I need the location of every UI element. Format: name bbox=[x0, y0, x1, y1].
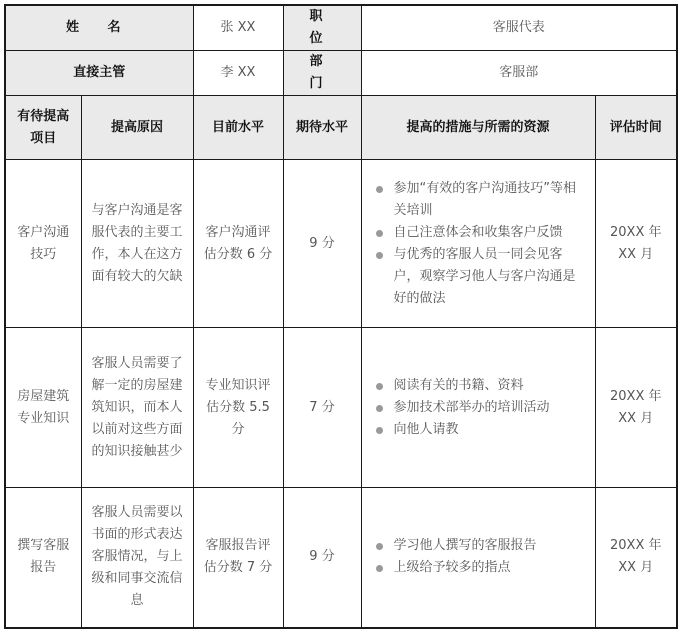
info-row-1 bbox=[5, 5, 677, 51]
evaluation-time: 20XX 年 XX 月 bbox=[595, 488, 677, 628]
name-label: 姓 名 bbox=[5, 5, 193, 51]
measure-item: 阅读有关的书籍、资料 bbox=[370, 375, 587, 397]
current-level: 客户沟通评估分数 6 分 bbox=[193, 160, 283, 328]
measure-item: 学习他人撰写的客服报告 bbox=[370, 535, 587, 557]
measure-item: 参加技术部举办的培训活动 bbox=[370, 397, 587, 419]
current-level: 专业知识评估分数 5.5 分 bbox=[193, 328, 283, 488]
department-value: 客服部 bbox=[361, 51, 677, 96]
improvement-item: 客户沟通技巧 bbox=[5, 160, 81, 328]
measure-item: 与优秀的客服人员一同会见客户，观察学习他人与客户沟通是好的做法 bbox=[370, 244, 587, 310]
measures-cell bbox=[361, 488, 595, 628]
col-header-item: 有待提高项目 bbox=[5, 96, 81, 160]
expected-level: 7 分 bbox=[283, 328, 361, 488]
supervisor-label: 直接主管 bbox=[5, 51, 193, 96]
position-value: 客服代表 bbox=[361, 5, 677, 51]
measures-cell bbox=[361, 328, 595, 488]
column-header-row bbox=[5, 96, 677, 160]
evaluation-time: 20XX 年 XX 月 bbox=[595, 328, 677, 488]
col-header-current: 目前水平 bbox=[193, 96, 283, 160]
improvement-item: 房屋建筑专业知识 bbox=[5, 328, 81, 488]
expected-level: 9 分 bbox=[283, 488, 361, 628]
measures-list bbox=[370, 535, 587, 579]
measures-list bbox=[370, 375, 587, 441]
measures-list bbox=[370, 178, 587, 310]
col-header-expected: 期待水平 bbox=[283, 96, 361, 160]
col-header-measures: 提高的措施与所需的资源 bbox=[361, 96, 595, 160]
improvement-reason: 客服人员需要了解一定的房屋建筑知识，而本人以前对这些方面的知识接触甚少 bbox=[81, 328, 193, 488]
col-header-time: 评估时间 bbox=[595, 96, 677, 160]
supervisor-value: 李 XX bbox=[193, 51, 283, 96]
measure-item: 参加“有效的客户沟通技巧”等相关培训 bbox=[370, 178, 587, 222]
position-label: 职 位 bbox=[283, 5, 361, 51]
measures-cell bbox=[361, 160, 595, 328]
measure-item: 上级给予较多的指点 bbox=[370, 557, 587, 579]
table-row bbox=[5, 328, 677, 488]
improvement-reason: 客服人员需要以书面的形式表达客服情况，与上级和同事交流信息 bbox=[81, 488, 193, 628]
evaluation-time: 20XX 年 XX 月 bbox=[595, 160, 677, 328]
table-row bbox=[5, 160, 677, 328]
improvement-reason: 与客户沟通是客服代表的主要工作，本人在这方面有较大的欠缺 bbox=[81, 160, 193, 328]
current-level: 客服报告评估分数 7 分 bbox=[193, 488, 283, 628]
expected-level: 9 分 bbox=[283, 160, 361, 328]
measure-item: 自己注意体会和收集客户反馈 bbox=[370, 222, 587, 244]
name-value: 张 XX bbox=[193, 5, 283, 51]
development-plan-table bbox=[4, 4, 678, 629]
measure-item: 向他人请教 bbox=[370, 419, 587, 441]
department-label: 部 门 bbox=[283, 51, 361, 96]
improvement-item: 撰写客服报告 bbox=[5, 488, 81, 628]
table-row bbox=[5, 488, 677, 628]
col-header-reason: 提高原因 bbox=[81, 96, 193, 160]
info-row-2 bbox=[5, 51, 677, 96]
